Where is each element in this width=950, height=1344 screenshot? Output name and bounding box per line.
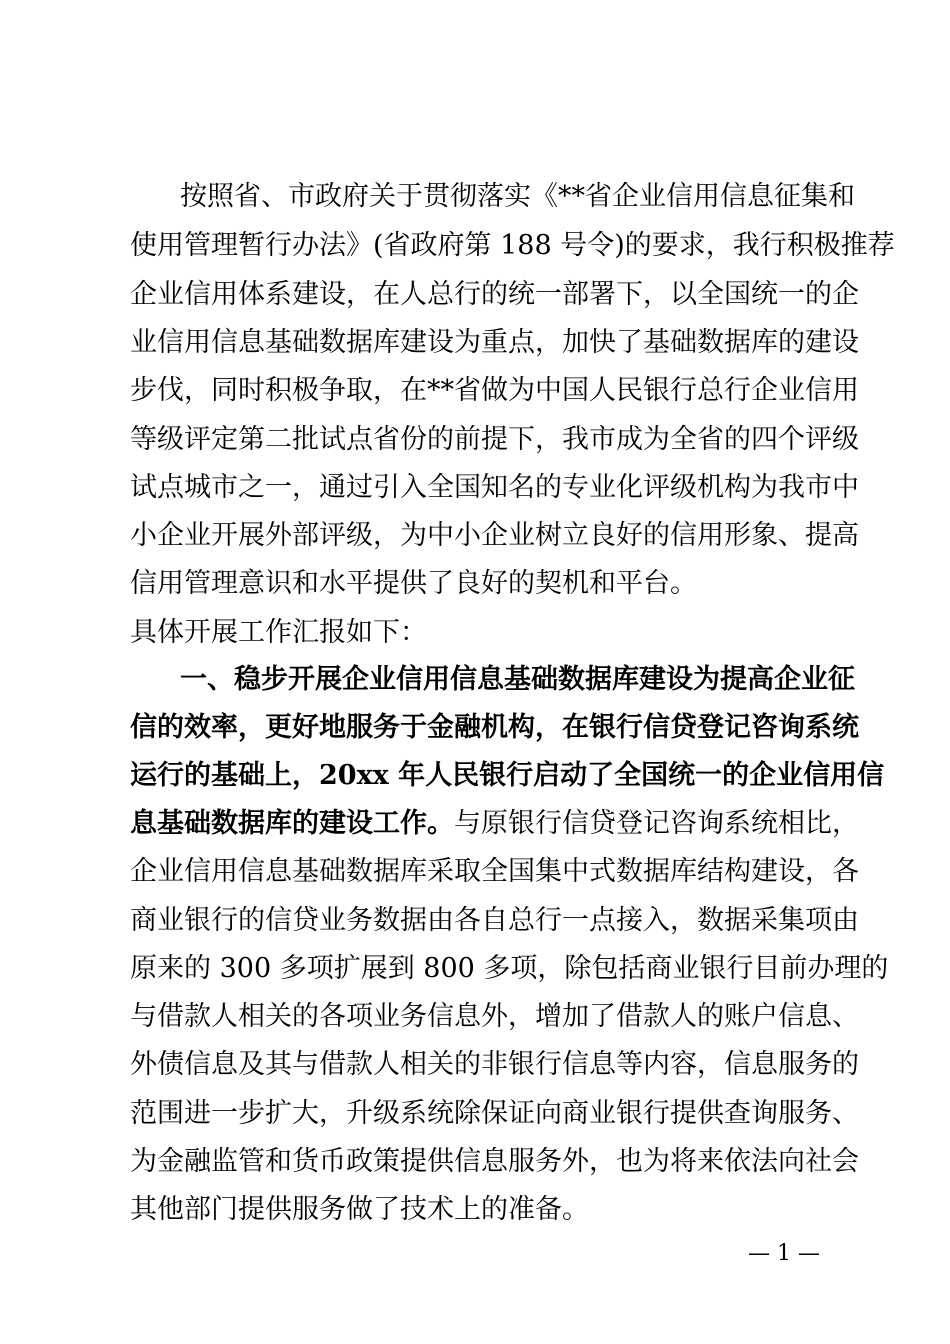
paragraph-3-line-3: 原来的 300 多项扩展到 800 多项，除包括商业银行目前办理的 (130, 953, 889, 984)
section-heading-line-3: 运行的基础上，20xx 年人民银行启动了全国统一的企业信用信 (130, 760, 885, 791)
paragraph-1-line-3: 企业信用体系建设，在人总行的统一部署下，以全国统一的企 (130, 279, 859, 310)
section-heading-line-1: 一、稳步开展企业信用信息基础数据库建设为提高企业征 (180, 664, 855, 695)
paragraph-1-line-7: 试点城市之一，通过引入全国知名的专业化评级机构为我市中 (130, 472, 859, 503)
paragraph-1-line-9: 信用管理意识和水平提供了良好的契机和平台。 (130, 568, 697, 599)
paragraph-3-line-7: 为金融监管和货币政策提供信息服务外，也为将来依法向社会 (130, 1146, 859, 1177)
paragraph-3-line-1: 企业信用信息基础数据库采取全国集中式数据库结构建设，各 (130, 856, 859, 887)
paragraph-3-start: 与原银行信贷登记咨询系统相比， (454, 808, 859, 839)
paragraph-2-line: 具体开展工作汇报如下： (130, 617, 427, 648)
paragraph-1-line-4: 业信用信息基础数据库建设为重点，加快了基础数据库的建设 (130, 327, 859, 358)
paragraph-1-line-5: 步伐，同时积极争取，在**省做为中国人民银行总行企业信用 (130, 375, 859, 406)
paragraph-3-line-2: 商业银行的信贷业务数据由各自总行一点接入，数据采集项由 (130, 905, 859, 936)
section-heading-tail: 息基础数据库的建设工作。 (130, 808, 454, 839)
paragraph-1-line-2: 使用管理暂行办法》(省政府第 188 号令)的要求，我行积极推荐 (130, 230, 895, 261)
paragraph-3-line-6: 范围进一步扩大，升级系统除保证向商业银行提供查询服务、 (130, 1098, 859, 1129)
paragraph-3-line-4: 与借款人相关的各项业务信息外，增加了借款人的账户信息、 (130, 1001, 859, 1032)
paragraph-3-line-5: 外债信息及其与借款人相关的非银行信息等内容，信息服务的 (130, 1049, 859, 1080)
page-number: — 1 — (748, 1241, 820, 1266)
paragraph-1-line-6: 等级评定第二批试点省份的前提下，我市成为全省的四个评级 (130, 424, 859, 455)
paragraph-1-line-8: 小企业开展外部评级，为中小企业树立良好的信用形象、提高 (130, 520, 859, 551)
section-heading-line-4 (130, 804, 859, 844)
paragraph-3-line-8: 其他部门提供服务做了技术上的准备。 (130, 1194, 589, 1225)
paragraph-1-line-1: 按照省、市政府关于贯彻落实《**省企业信用信息征集和 (180, 181, 855, 212)
section-heading-line-2: 信的效率，更好地服务于金融机构，在银行信贷登记咨询系统 (130, 712, 859, 743)
